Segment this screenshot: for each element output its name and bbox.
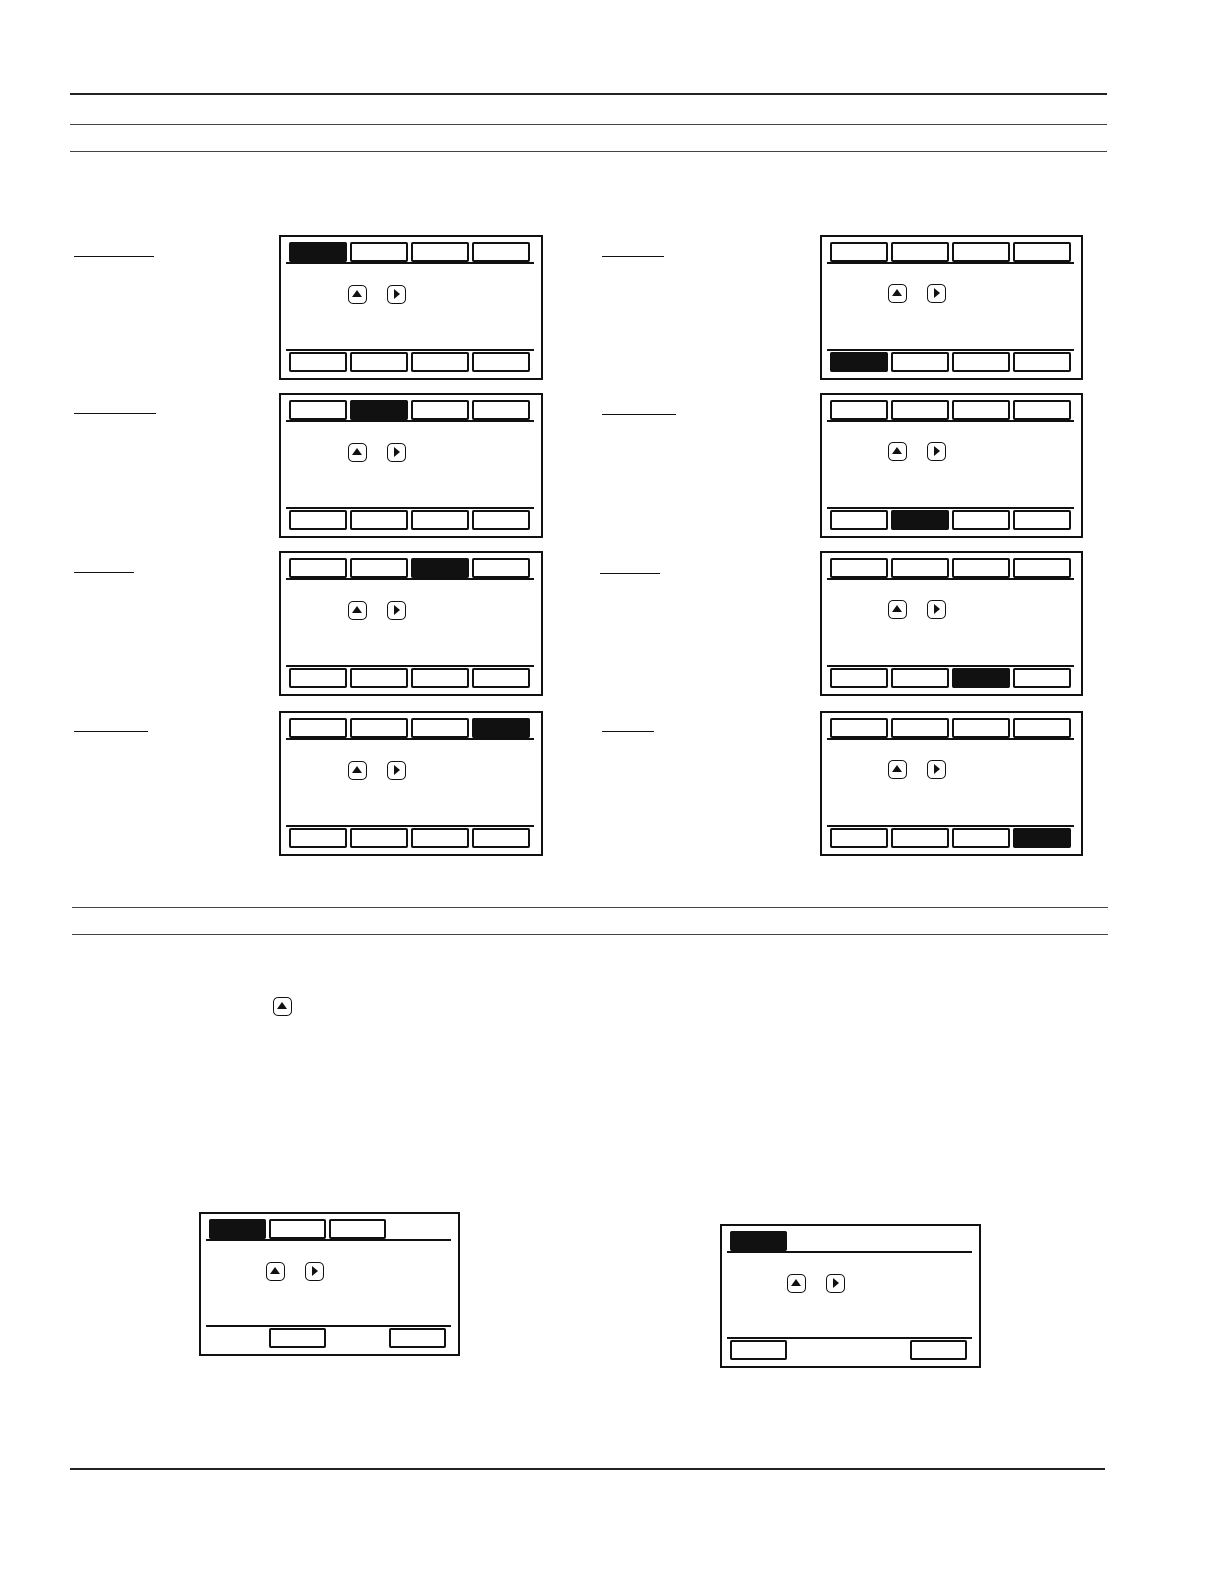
top-tab-3[interactable] xyxy=(952,558,1010,578)
bottom-tab-3[interactable] xyxy=(952,510,1010,530)
bottom-tab-4[interactable] xyxy=(1013,668,1071,688)
bottom-tab-1[interactable] xyxy=(289,510,347,530)
bottom-tab-1[interactable] xyxy=(289,668,347,688)
up-arrow-key-icon xyxy=(273,997,292,1016)
lcd-panel-left-1 xyxy=(279,235,543,380)
header-rule-top xyxy=(70,93,1107,95)
top-tab-4[interactable] xyxy=(1013,400,1071,420)
lcd-panel-left-2 xyxy=(279,393,543,538)
bottom-tab-2[interactable] xyxy=(350,352,408,372)
top-tab-row xyxy=(289,558,533,578)
top-tab-1[interactable] xyxy=(830,718,888,738)
top-tab-1[interactable] xyxy=(730,1231,787,1251)
bottom-tab-row xyxy=(289,828,533,848)
top-tab-4[interactable] xyxy=(472,242,530,262)
top-tab-3[interactable] xyxy=(411,558,469,578)
up-arrow-key-icon xyxy=(266,1262,285,1281)
bottom-tab-4[interactable] xyxy=(472,510,530,530)
top-tab-3[interactable] xyxy=(329,1219,386,1239)
label-underline-r3 xyxy=(600,573,660,574)
bottom-tab-2[interactable] xyxy=(269,1328,326,1348)
bottom-tab-1[interactable] xyxy=(730,1340,787,1360)
footer-rule xyxy=(70,1468,1105,1470)
header-rule-bottom xyxy=(70,151,1107,152)
label-underline-l4 xyxy=(74,731,148,732)
top-tab-4[interactable] xyxy=(1013,242,1071,262)
bottom-tab-4[interactable] xyxy=(1013,510,1071,530)
bottom-tab-4[interactable] xyxy=(1013,828,1071,848)
top-tab-row xyxy=(830,558,1073,578)
bottom-tab-2[interactable] xyxy=(891,668,949,688)
lcd-panel-bottom-left xyxy=(199,1212,460,1356)
top-tab-1[interactable] xyxy=(830,558,888,578)
label-underline-l3 xyxy=(74,572,134,573)
bottom-tab-3[interactable] xyxy=(952,828,1010,848)
bottom-tab-1[interactable] xyxy=(289,828,347,848)
right-arrow-key-icon xyxy=(387,285,406,304)
top-tab-3[interactable] xyxy=(411,242,469,262)
top-tab-2[interactable] xyxy=(891,400,949,420)
label-underline-l1 xyxy=(74,256,154,257)
right-arrow-key-icon xyxy=(927,284,946,303)
top-tab-4[interactable] xyxy=(472,400,530,420)
top-tab-row xyxy=(209,1219,450,1239)
up-arrow-key-icon xyxy=(888,284,907,303)
bottom-tab-row xyxy=(289,668,533,688)
bottom-tab-row xyxy=(289,510,533,530)
bottom-tab-4[interactable] xyxy=(472,668,530,688)
top-tab-1[interactable] xyxy=(289,718,347,738)
lcd-panel-right-4 xyxy=(820,711,1083,856)
top-tab-4[interactable] xyxy=(1013,558,1071,578)
top-tab-2[interactable] xyxy=(269,1219,326,1239)
right-arrow-key-icon xyxy=(826,1274,845,1293)
lcd-panel-right-1 xyxy=(820,235,1083,380)
top-tab-1[interactable] xyxy=(289,400,347,420)
top-tab-row xyxy=(289,718,533,738)
top-separator xyxy=(827,262,1074,264)
bottom-tab-4[interactable] xyxy=(472,828,530,848)
up-arrow-key-icon xyxy=(888,600,907,619)
lcd-panel-right-2 xyxy=(820,393,1083,538)
bottom-tab-row xyxy=(730,1340,971,1360)
right-arrow-key-icon xyxy=(387,761,406,780)
bottom-separator xyxy=(827,665,1074,667)
bottom-separator xyxy=(206,1325,451,1327)
up-arrow-key-icon xyxy=(888,442,907,461)
right-arrow-key-icon xyxy=(927,442,946,461)
top-separator xyxy=(827,420,1074,422)
top-separator xyxy=(206,1239,451,1241)
bottom-tab-4[interactable] xyxy=(472,352,530,372)
top-tab-2[interactable] xyxy=(350,242,408,262)
top-tab-row xyxy=(830,242,1073,262)
bottom-separator xyxy=(286,507,534,509)
bottom-tab-1[interactable] xyxy=(289,352,347,372)
top-tab-row xyxy=(830,718,1073,738)
bottom-tab-1[interactable] xyxy=(830,828,888,848)
bottom-tab-1[interactable] xyxy=(830,668,888,688)
bottom-tab-3[interactable] xyxy=(411,828,469,848)
bottom-tab-3[interactable] xyxy=(952,352,1010,372)
up-arrow-key-icon xyxy=(348,761,367,780)
top-tab-2[interactable] xyxy=(891,558,949,578)
bottom-tab-row xyxy=(830,828,1073,848)
top-tab-3[interactable] xyxy=(952,718,1010,738)
bottom-tab-4[interactable] xyxy=(1013,352,1071,372)
label-underline-r2 xyxy=(602,414,676,415)
top-tab-3[interactable] xyxy=(952,400,1010,420)
bottom-separator xyxy=(286,825,534,827)
top-tab-row xyxy=(830,400,1073,420)
top-tab-1[interactable] xyxy=(209,1219,266,1239)
bottom-tab-3[interactable] xyxy=(952,668,1010,688)
bottom-separator xyxy=(286,665,534,667)
label-underline-r4 xyxy=(602,731,654,732)
top-tab-3[interactable] xyxy=(952,242,1010,262)
top-separator xyxy=(286,738,534,740)
top-tab-1[interactable] xyxy=(289,242,347,262)
top-separator xyxy=(827,578,1074,580)
bottom-separator xyxy=(827,349,1074,351)
top-tab-2[interactable] xyxy=(350,558,408,578)
top-tab-row xyxy=(730,1231,971,1251)
bottom-tab-2[interactable] xyxy=(350,510,408,530)
top-tab-3[interactable] xyxy=(411,400,469,420)
top-tab-1[interactable] xyxy=(289,558,347,578)
bottom-tab-4[interactable] xyxy=(389,1328,446,1348)
right-arrow-key-icon xyxy=(387,443,406,462)
top-tab-1[interactable] xyxy=(830,400,888,420)
top-separator xyxy=(827,738,1074,740)
bottom-tab-2[interactable] xyxy=(891,352,949,372)
top-tab-3[interactable] xyxy=(411,718,469,738)
top-separator xyxy=(286,420,534,422)
top-separator xyxy=(286,262,534,264)
bottom-separator xyxy=(286,349,534,351)
top-tab-2[interactable] xyxy=(891,718,949,738)
bottom-tab-1[interactable] xyxy=(830,352,888,372)
label-underline-l2 xyxy=(74,413,156,414)
bottom-tab-3[interactable] xyxy=(411,668,469,688)
bottom-tab-3[interactable] xyxy=(411,510,469,530)
bottom-tab-1[interactable] xyxy=(830,510,888,530)
bottom-tab-row xyxy=(209,1328,450,1348)
top-separator xyxy=(286,578,534,580)
bottom-tab-row xyxy=(830,510,1073,530)
top-tab-4[interactable] xyxy=(472,558,530,578)
top-tab-row xyxy=(289,242,533,262)
bottom-tab-2[interactable] xyxy=(891,828,949,848)
bottom-tab-row xyxy=(289,352,533,372)
bottom-tab-row xyxy=(830,668,1073,688)
up-arrow-key-icon xyxy=(888,760,907,779)
right-arrow-key-icon xyxy=(387,601,406,620)
right-arrow-key-icon xyxy=(927,760,946,779)
bottom-tab-4[interactable] xyxy=(910,1340,967,1360)
top-tab-row xyxy=(289,400,533,420)
up-arrow-key-icon xyxy=(787,1274,806,1293)
top-tab-1[interactable] xyxy=(830,242,888,262)
lcd-panel-left-4 xyxy=(279,711,543,856)
top-tab-4[interactable] xyxy=(1013,718,1071,738)
up-arrow-key-icon xyxy=(348,285,367,304)
up-arrow-key-icon xyxy=(348,443,367,462)
bottom-tab-2[interactable] xyxy=(350,828,408,848)
up-arrow-key-icon xyxy=(348,601,367,620)
bottom-tab-2[interactable] xyxy=(891,510,949,530)
bottom-separator xyxy=(727,1337,972,1339)
lcd-panel-bottom-right xyxy=(720,1224,981,1368)
top-tab-4[interactable] xyxy=(472,718,530,738)
bottom-separator xyxy=(827,507,1074,509)
top-tab-2[interactable] xyxy=(350,400,408,420)
top-tab-2[interactable] xyxy=(350,718,408,738)
top-separator xyxy=(727,1251,972,1253)
label-underline-r1 xyxy=(602,256,664,257)
right-arrow-key-icon xyxy=(305,1262,324,1281)
top-tab-2[interactable] xyxy=(891,242,949,262)
section-rule-top xyxy=(72,907,1108,908)
section-rule-bottom xyxy=(72,934,1108,935)
bottom-tab-2[interactable] xyxy=(350,668,408,688)
bottom-tab-3[interactable] xyxy=(411,352,469,372)
lcd-panel-left-3 xyxy=(279,551,543,696)
bottom-tab-row xyxy=(830,352,1073,372)
header-rule-middle xyxy=(70,124,1107,125)
lcd-panel-right-3 xyxy=(820,551,1083,696)
bottom-separator xyxy=(827,825,1074,827)
right-arrow-key-icon xyxy=(927,600,946,619)
